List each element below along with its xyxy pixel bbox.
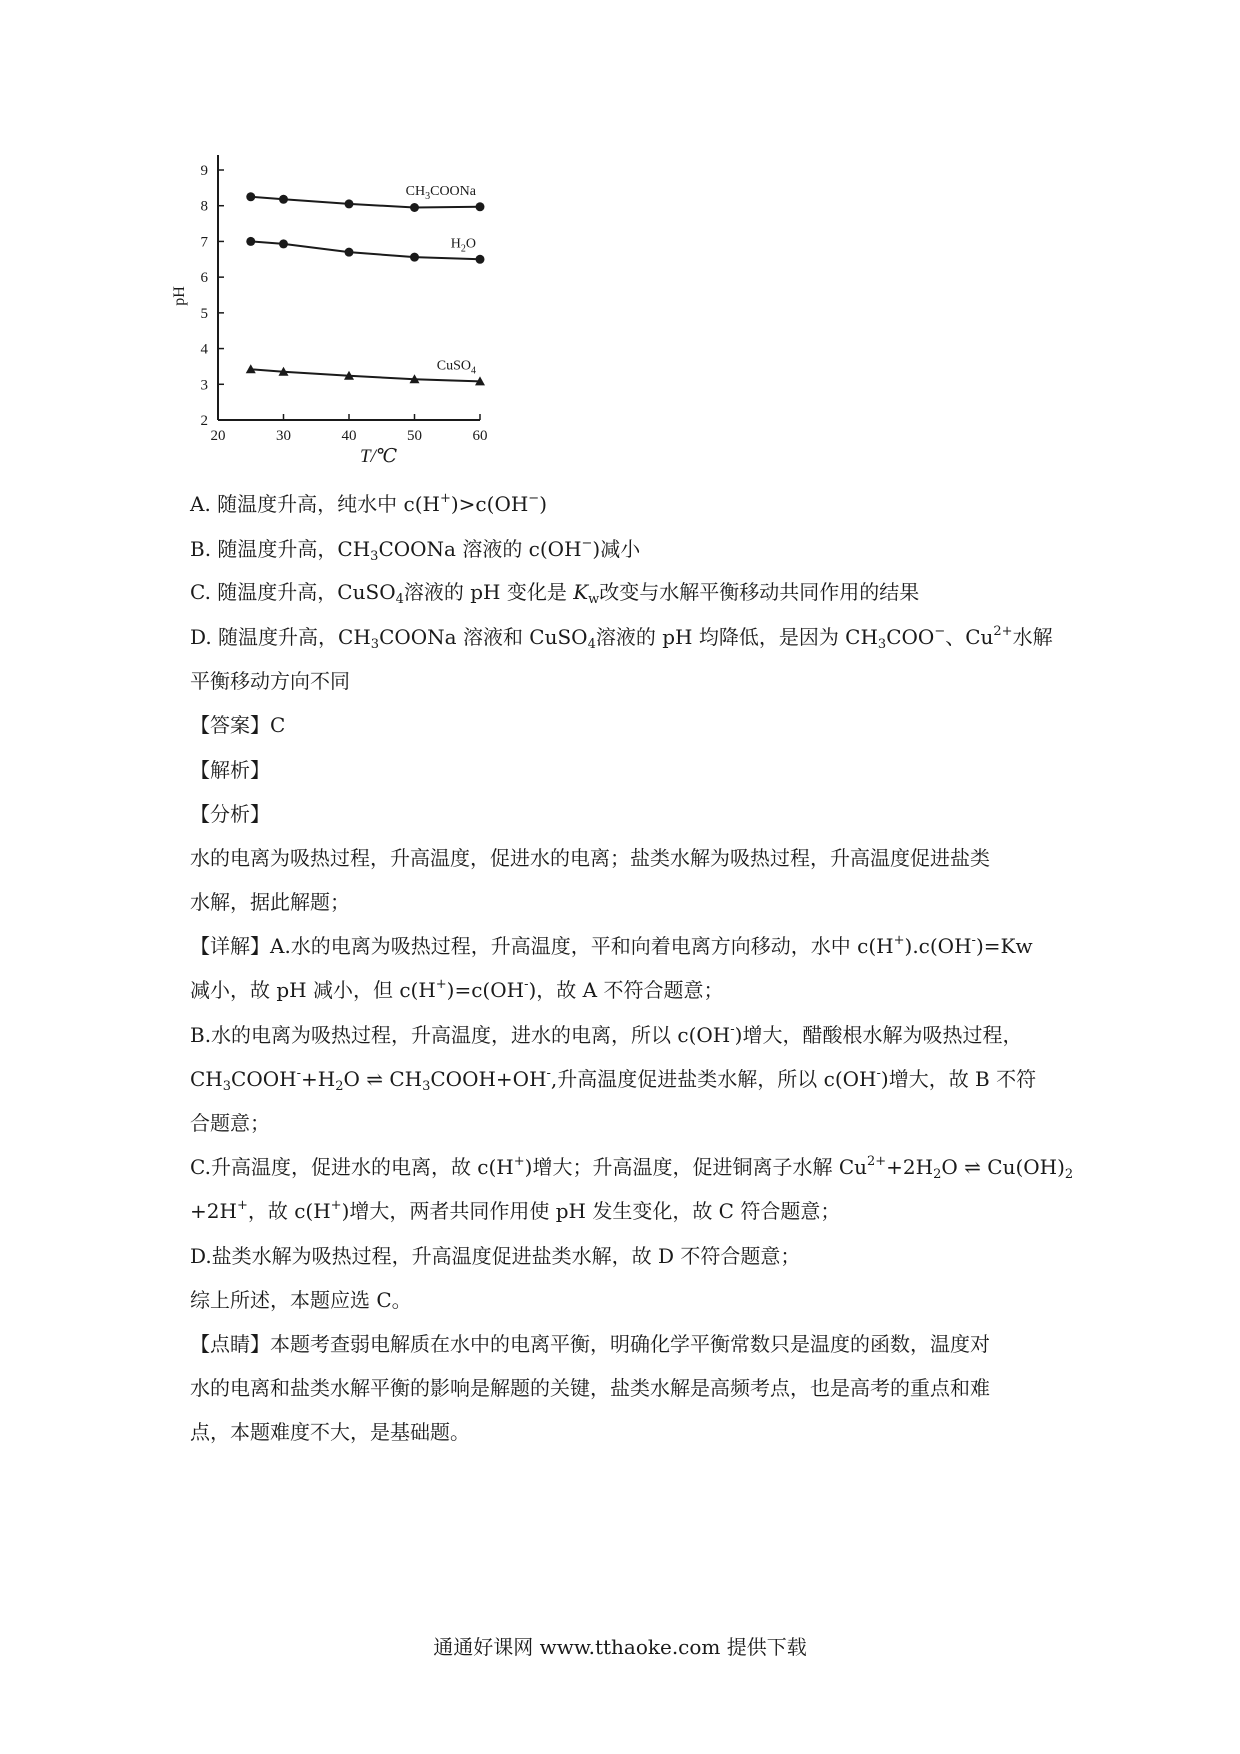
x-tick-label: 50: [407, 428, 422, 444]
dianjing-line-3: 点，本题难度不大，是基础题。: [190, 1420, 470, 1444]
detail-line-2: 减小，故 pH 减小，但 c(H+)=c(OH-)，故 A 不符合题意；: [190, 977, 724, 1002]
analysis-title: 【解析】: [190, 758, 270, 782]
y-axis-label: pH: [171, 286, 188, 306]
answer: 【答案】C: [190, 713, 286, 737]
ph-temperature-chart: [171, 160, 550, 480]
detail-line-7: +2H+，故 c(H+)增大，两者共同作用使 pH 发生变化，故 C 符合题意；: [190, 1198, 841, 1223]
y-tick-label: 6: [200, 270, 208, 287]
data-point: [476, 202, 485, 211]
y-tick-label: 2: [200, 413, 208, 429]
x-tick-label: 60: [472, 428, 488, 444]
detail-line-1: 【详解】A.水的电离为吸热过程，升高温度，平和向着电离方向移动，水中 c(H+).c(OH-)=Kw: [190, 933, 1033, 958]
series-label-cuso4: CuSO$_4$: [436, 358, 476, 377]
dianjing-line-2: 水的电离和盐类水解平衡的影响是解题的关键，盐类水解是高频考点，也是高考的重点和难: [190, 1376, 990, 1400]
chart-series: [246, 184, 485, 386]
option-a: A. 随温度升高，纯水中 c(H+)>c(OH−): [190, 491, 547, 516]
x-tick-label: 30: [276, 428, 291, 444]
x-axis-label: T/℃: [360, 446, 398, 467]
fenxi-line-2: 水解，据此解题；: [190, 890, 350, 914]
detail-line-5: 合题意；: [190, 1111, 270, 1135]
x-tick-label: 40: [341, 428, 357, 444]
option-d-cont: 平衡移动方向不同: [190, 669, 350, 693]
data-point: [476, 255, 485, 264]
y-tick-label: 9: [200, 163, 208, 179]
data-point: [345, 248, 354, 257]
y-tick-label: 8: [200, 198, 208, 215]
option-c: C. 随温度升高，CuSO$_4$溶液的 pH 变化是 $K_w$改变与水解平衡移动共同作用的结果: [190, 580, 920, 607]
detail-line-8: D.盐类水解为吸热过程，升高温度促进盐类水解，故 D 不符合题意；: [190, 1244, 801, 1268]
data-point: [410, 203, 419, 212]
fenxi-line-1: 水的电离为吸热过程，升高温度，促进水的电离；盐类水解为吸热过程，升高温度促进盐类: [190, 846, 990, 870]
y-tick-label: 4: [200, 341, 208, 358]
detail-line-4: $CH_3COOH^-+H_2O$ ⇌ $CH_3COOH+OH^-$,升高温度促进盐类水解，所以 c(OH-)增大，故 B 不符: [190, 1066, 1037, 1094]
y-tick-label: 5: [200, 305, 208, 322]
option-d: D. 随温度升高，$CH_3COONa$ 溶液和 CuSO$_4$溶液的 pH 均降低，是因为 $CH_3COO^-$、$Cu^{2+}$水解: [190, 624, 1053, 652]
series-label-ch3coona: $CH_3COONa$: [405, 183, 476, 202]
fenxi-title: 【分析】: [190, 802, 270, 826]
page-footer: 通通好课网 www.tthaoke.com 提供下载: [433, 1635, 807, 1659]
y-tick-label: 7: [200, 234, 208, 251]
data-point: [246, 237, 255, 246]
series-label-h2o: $H_2O$: [450, 236, 476, 255]
data-point: [345, 199, 354, 208]
detail-line-6: C.升高温度，促进水的电离，故 c(H+)增大；升高温度，促进铜离子水解 $Cu^{2+}+2H_2O$ ⇌ $Cu(OH)_2$: [190, 1154, 1074, 1182]
dianjing-line-1: 【点睛】本题考查弱电解质在水中的电离平衡，明确化学平衡常数只是温度的函数，温度对: [190, 1332, 990, 1356]
data-point: [279, 239, 288, 248]
data-point: [279, 195, 288, 204]
detail-line-9: 综上所述，本题应选 C。: [190, 1288, 412, 1312]
y-tick-label: 3: [200, 377, 208, 394]
option-b: B. 随温度升高，$CH_3COONa$ 溶液的 c(OH−)减小: [190, 536, 641, 564]
x-tick-label: 20: [210, 428, 226, 444]
data-point: [410, 253, 419, 262]
detail-line-3: B.水的电离为吸热过程，升高温度，进水的电离，所以 c(OH-)增大，醋酸根水解为吸热过程，: [190, 1022, 1023, 1047]
data-point: [246, 192, 255, 201]
